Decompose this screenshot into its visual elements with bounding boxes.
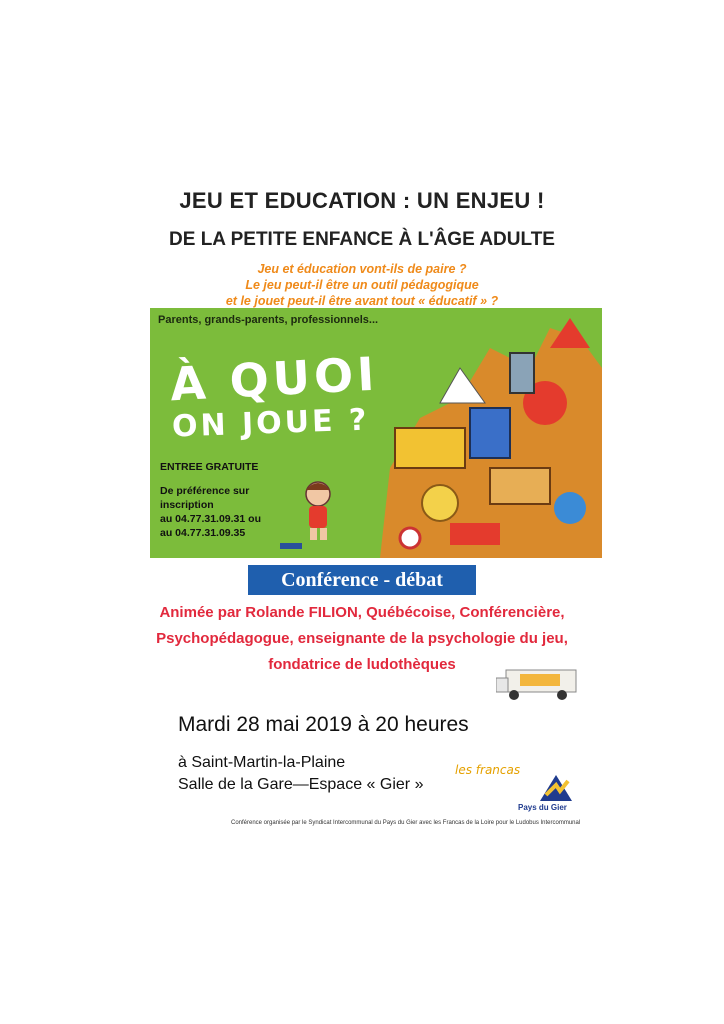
question-line: Jeu et éducation vont-ils de paire ? <box>257 262 467 276</box>
poster-banner <box>150 308 602 558</box>
audience-text: Parents, grands-parents, professionnels... <box>158 314 379 326</box>
info-line: au 04.77.31.09.31 ou <box>160 513 261 525</box>
pays-du-gier-logo-text: Pays du Gier <box>518 803 567 812</box>
headline-line1: À QUOI <box>168 346 380 412</box>
footer-note: Conférence organisée par le Syndicat Intercommunal du Pays du Gier avec les Francas de la Loire pour le Ludobus Intercommunal <box>231 820 581 826</box>
conference-badge: Conférence - débat <box>248 565 476 595</box>
pays-du-gier-logo-mark <box>540 773 572 801</box>
info-line: au 04.77.31.09.35 <box>160 527 246 539</box>
event-location: à Saint-Martin-la-Plaine <box>178 754 346 771</box>
event-venue: Salle de la Gare—Espace « Gier » <box>178 776 424 793</box>
title: JEU ET EDUCATION : UN ENJEU ! <box>179 188 545 213</box>
subtitle: DE LA PETITE ENFANCE À L'ÂGE ADULTE <box>169 229 555 250</box>
headline-line2: ON JOUE ? <box>171 402 370 445</box>
info-line: inscription <box>160 499 214 511</box>
question-line: et le jouet peut-il être avant tout « éducatif » ? <box>225 294 499 308</box>
speaker-line: Animée par Rolande FILION, Québécoise, Conférencière, <box>159 604 565 621</box>
event-date: Mardi 28 mai 2019 à 20 heures <box>178 713 469 736</box>
francas-logo: les francas <box>455 763 521 777</box>
speaker-line: fondatrice de ludothèques <box>268 656 456 673</box>
ludobus-van-illustration <box>496 668 580 702</box>
info-line: De préférence sur <box>160 485 250 497</box>
entry-label: ENTREE GRATUITE <box>160 461 259 473</box>
speaker-line: Psychopédagogue, enseignante de la psychologie du jeu, <box>156 630 568 647</box>
question-line: Le jeu peut-il être un outil pédagogique <box>245 278 479 292</box>
